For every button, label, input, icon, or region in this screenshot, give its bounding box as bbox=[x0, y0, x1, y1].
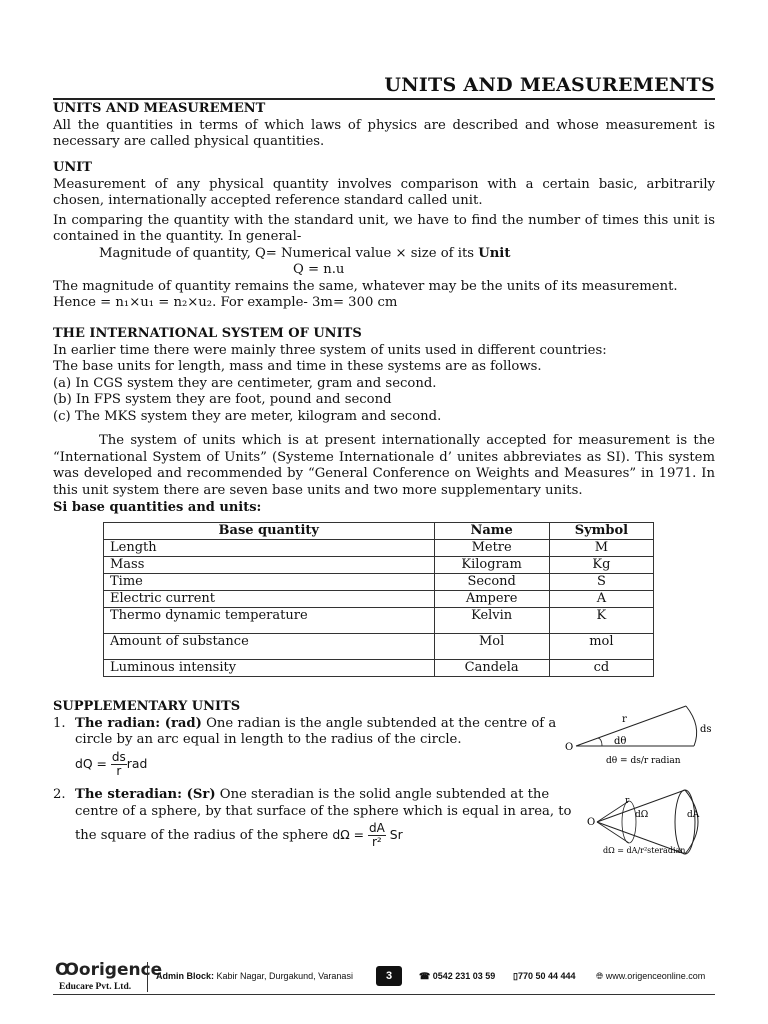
si-paragraph: The system of units which is at present internationally accepted for measurement is the “International System of Units” (Systeme Internationale d’ unites abbreviates as SI). This system was developed and recommended by “General Conference on Weights and Measures” in 1971. In this unit system there are seven base units and two more supplementary units. bbox=[53, 433, 715, 498]
table-heading: Si base quantities and units: bbox=[53, 500, 262, 515]
table-row bbox=[104, 591, 654, 608]
table-row bbox=[104, 660, 654, 677]
intro-text: All the quantities in terms of which laws of physics are described and whose measurement is necessary are called physical quantities. bbox=[53, 117, 715, 149]
table-cell: Time bbox=[104, 574, 435, 591]
brand-logo: Ꝏorigence bbox=[55, 960, 163, 980]
unit-formula2: Q = n.u bbox=[293, 262, 345, 277]
footer-rule bbox=[53, 994, 715, 995]
omega-label: dΩ bbox=[635, 810, 649, 820]
si-section bbox=[53, 326, 715, 517]
website[interactable]: 🌐︎ www.origenceonline.com bbox=[596, 971, 706, 981]
table-cell: Kilogram bbox=[434, 557, 549, 574]
table-cell: K bbox=[549, 608, 653, 634]
phone: ☎ 0542 231 03 59 bbox=[419, 971, 496, 981]
origin-label: O bbox=[587, 817, 596, 828]
table-row bbox=[104, 634, 654, 660]
unit-heading: UNIT bbox=[53, 160, 92, 175]
unit-p4: Hence = n₁×u₁ = n₂×u₂. For example- 3m= 300 cm bbox=[53, 295, 398, 310]
angle-label: dθ bbox=[614, 736, 627, 747]
table-header-row bbox=[104, 523, 654, 540]
steradian-block bbox=[53, 787, 579, 849]
table-row bbox=[104, 557, 654, 574]
table-cell: Kelvin bbox=[434, 608, 549, 634]
unit-section bbox=[53, 160, 715, 312]
table-cell: Luminous intensity bbox=[104, 660, 435, 677]
area-label: dA bbox=[687, 810, 700, 820]
table-cell: Mass bbox=[104, 557, 435, 574]
page-title: UNITS AND MEASUREMENTS bbox=[384, 74, 715, 96]
table-cell: Metre bbox=[434, 540, 549, 557]
unit-p3: The magnitude of quantity remains the same, whatever may be the units of its measurement. bbox=[53, 278, 678, 294]
table-cell: Candela bbox=[434, 660, 549, 677]
footer-divider bbox=[147, 962, 148, 992]
radius-label: r bbox=[622, 714, 627, 725]
intro-section bbox=[53, 101, 715, 151]
table-cell: S bbox=[549, 574, 653, 591]
table-header: Symbol bbox=[549, 523, 653, 540]
table-cell: Mol bbox=[434, 634, 549, 660]
unit-p2: In comparing the quantity with the standard unit, we have to find the number of times this unit is contained in the quantity. In general- bbox=[53, 212, 715, 244]
steradian-line1: 2. The steradian: (Sr) One steradian is the solid angle subtended at the bbox=[53, 787, 550, 802]
table-cell: cd bbox=[549, 660, 653, 677]
steradian-caption: dΩ = dA/r²steradian bbox=[603, 846, 686, 855]
footer bbox=[53, 958, 715, 998]
radian-line2: circle by an arc equal in length to the radius of the circle. bbox=[75, 732, 462, 747]
radian-line1: 1. The radian: (rad) One radian is the angle subtended at the centre of a bbox=[53, 715, 557, 731]
arc bbox=[686, 706, 697, 746]
table-header: Base quantity bbox=[104, 523, 435, 540]
table-cell: Thermo dynamic temperature bbox=[104, 608, 435, 634]
title-rule bbox=[53, 98, 715, 100]
supplementary-heading: SUPPLEMENTARY UNITS bbox=[53, 699, 241, 714]
page-number: 3 bbox=[376, 966, 402, 986]
steradian-diagram bbox=[585, 787, 717, 859]
unit-formula: Magnitude of quantity, Q= Numerical value × size of its Unit bbox=[99, 245, 511, 261]
table-cell: Amount of substance bbox=[104, 634, 435, 660]
radian-diagram bbox=[562, 700, 714, 770]
table-cell: mol bbox=[549, 634, 653, 660]
brand-subtitle: Educare Pvt. Ltd. bbox=[59, 982, 132, 992]
table-cell: A bbox=[549, 591, 653, 608]
si-item-b: (b) In FPS system they are foot, pound and second bbox=[53, 392, 392, 407]
si-line2: The base units for length, mass and time in these systems are as follows. bbox=[53, 359, 542, 374]
admin-block: Admin Block: Kabir Nagar, Durgakund, Varanasi bbox=[156, 971, 353, 981]
table-row bbox=[104, 540, 654, 557]
si-heading: THE INTERNATIONAL SYSTEM OF UNITS bbox=[53, 326, 362, 341]
table-cell: Ampere bbox=[434, 591, 549, 608]
arc-label: ds bbox=[700, 724, 712, 735]
table-header: Name bbox=[434, 523, 549, 540]
angle-arc bbox=[598, 738, 602, 746]
cap-arc bbox=[685, 790, 698, 854]
phone-icon: ☎ bbox=[419, 971, 431, 981]
table-cell: Electric current bbox=[104, 591, 435, 608]
table-row bbox=[104, 608, 654, 634]
globe-icon: 🌐︎ bbox=[596, 971, 604, 981]
si-line1: In earlier time there were mainly three system of units used in different countries: bbox=[53, 342, 607, 358]
table-cell: M bbox=[549, 540, 653, 557]
radian-formula: dQ = $\frac{ds}{r}$ rad bbox=[75, 749, 148, 778]
intro-heading: UNITS AND MEASUREMENT bbox=[53, 101, 266, 116]
radius-label: r bbox=[625, 796, 630, 806]
steradian-line2: centre of a sphere, by that surface of the sphere which is equal in area, to bbox=[75, 803, 572, 819]
table-cell: Kg bbox=[549, 557, 653, 574]
supplementary-section bbox=[53, 699, 563, 778]
table-row bbox=[104, 574, 654, 591]
steradian-line3: the square of the radius of the sphere dΩ = $\frac{dA}{\text{r²}}$ Sr bbox=[75, 821, 403, 849]
radius-line bbox=[576, 706, 686, 746]
table-cell: Length bbox=[104, 540, 435, 557]
radian-caption: dθ = ds/r radian bbox=[606, 756, 681, 766]
cone-line bbox=[597, 822, 629, 843]
logo-icon: Ꝏ bbox=[55, 960, 79, 980]
mobile-icon: ▯ bbox=[513, 971, 518, 981]
si-units-table bbox=[103, 522, 654, 677]
table-cell: Second bbox=[434, 574, 549, 591]
small-ellipse bbox=[622, 801, 636, 843]
si-item-a: (a) In CGS system they are centimeter, gram and second. bbox=[53, 375, 437, 391]
unit-p1: Measurement of any physical quantity involves comparison with a certain basic, arbitrarily chosen, internationally accepted reference standard called unit. bbox=[53, 176, 715, 208]
si-item-c: (c) The MKS system they are meter, kilogram and second. bbox=[53, 408, 442, 424]
origin-label: O bbox=[565, 742, 574, 753]
mobile: ▯770 50 44 444 bbox=[513, 971, 576, 981]
